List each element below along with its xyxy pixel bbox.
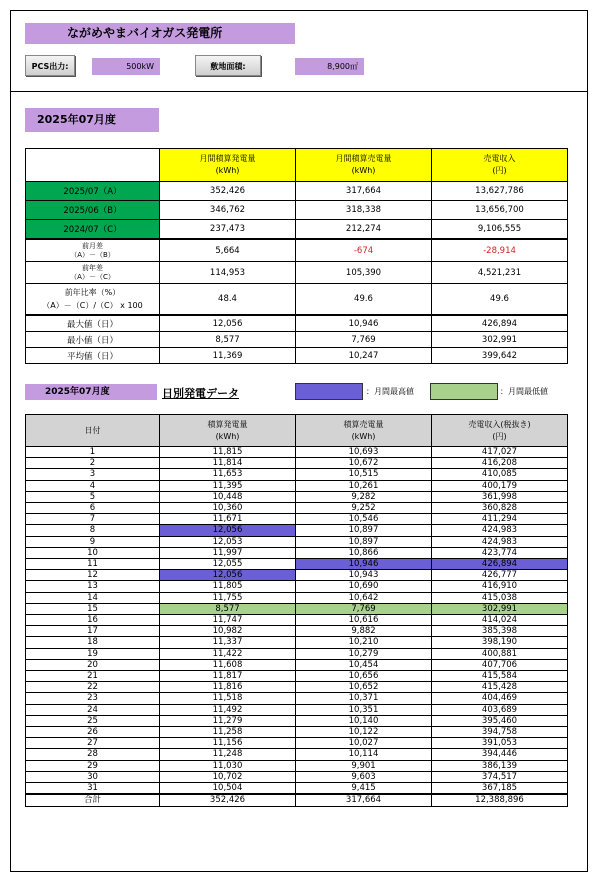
revenue-cell: 407,706 xyxy=(432,659,568,670)
daily-row xyxy=(26,771,568,782)
daily-row xyxy=(26,514,568,525)
revenue-cell: 385,398 xyxy=(432,626,568,637)
sold-cell: 10,642 xyxy=(296,592,432,603)
diff-label-line1: 前月差 xyxy=(82,241,103,250)
gen-cell: 11,755 xyxy=(160,592,296,603)
daily-row xyxy=(26,469,568,480)
summary-value: 12,056 xyxy=(160,315,296,332)
gen-cell: 10,448 xyxy=(160,491,296,502)
summary-header-0-line1: 月間積算発電量 xyxy=(199,154,256,163)
diff-label-line1: 前年差 xyxy=(82,263,103,272)
sold-cell: 10,652 xyxy=(296,682,432,693)
daily-header-2-line1: 積算売電量 xyxy=(343,419,384,429)
total-sold: 317,664 xyxy=(296,794,432,806)
summary-value: 49.6 xyxy=(296,284,432,316)
total-revenue: 12,388,896 xyxy=(432,794,568,806)
day-cell: 20 xyxy=(26,659,160,670)
summary-value: -674 xyxy=(296,239,432,262)
period-label: 2025/06（B） xyxy=(26,201,160,220)
daily-row xyxy=(26,704,568,715)
site-area-button[interactable]: 敷地面積: xyxy=(195,55,261,76)
plant-title: ながめやまバイオガス発電所 xyxy=(25,23,295,44)
daily-month-label: 2025年07月度 xyxy=(25,384,157,400)
daily-row xyxy=(26,615,568,626)
daily-total-row xyxy=(26,794,568,806)
summary-value: 317,664 xyxy=(296,182,432,201)
daily-row xyxy=(26,592,568,603)
sold-cell: 10,672 xyxy=(296,458,432,469)
sold-cell: 10,693 xyxy=(296,447,432,458)
sold-cell: 10,515 xyxy=(296,469,432,480)
daily-row xyxy=(26,547,568,558)
revenue-cell: 374,517 xyxy=(432,771,568,782)
sold-cell: 10,656 xyxy=(296,671,432,682)
legend-high-label: ：月間最高値 xyxy=(366,387,414,396)
day-cell: 12 xyxy=(26,570,160,581)
sold-cell: 10,140 xyxy=(296,715,432,726)
gen-cell: 11,395 xyxy=(160,480,296,491)
revenue-cell: 426,777 xyxy=(432,570,568,581)
summary-value: 346,762 xyxy=(160,201,296,220)
summary-period-row xyxy=(26,220,568,240)
summary-stat-row xyxy=(26,348,568,364)
summary-header-0 xyxy=(160,149,296,182)
gen-cell: 11,747 xyxy=(160,615,296,626)
sold-cell: 10,616 xyxy=(296,615,432,626)
gen-cell: 12,056 xyxy=(160,525,296,536)
summary-stat-row xyxy=(26,332,568,348)
daily-row xyxy=(26,491,568,502)
day-cell: 1 xyxy=(26,447,160,458)
revenue-cell: 423,774 xyxy=(432,547,568,558)
day-cell: 7 xyxy=(26,514,160,525)
summary-value: 10,946 xyxy=(296,315,432,332)
gen-cell: 11,248 xyxy=(160,749,296,760)
daily-row xyxy=(26,693,568,704)
daily-row xyxy=(26,738,568,749)
stat-label: 平均値（日） xyxy=(26,348,160,364)
gen-cell: 10,982 xyxy=(160,626,296,637)
ratio-label xyxy=(26,284,160,316)
gen-cell: 11,422 xyxy=(160,648,296,659)
day-cell: 25 xyxy=(26,715,160,726)
sold-cell: 10,210 xyxy=(296,637,432,648)
day-cell: 13 xyxy=(26,581,160,592)
day-cell: 16 xyxy=(26,615,160,626)
sold-cell: 10,114 xyxy=(296,749,432,760)
summary-diff-row xyxy=(26,262,568,284)
revenue-cell: 394,758 xyxy=(432,727,568,738)
revenue-cell: 415,428 xyxy=(432,682,568,693)
revenue-cell: 411,294 xyxy=(432,514,568,525)
day-cell: 17 xyxy=(26,626,160,637)
revenue-cell: 398,190 xyxy=(432,637,568,648)
pcs-output-button[interactable]: PCS出力: xyxy=(25,55,75,76)
gen-cell: 11,805 xyxy=(160,581,296,592)
daily-header-3 xyxy=(432,415,568,447)
period-label: 2025/07（A） xyxy=(26,182,160,201)
summary-value: 11,369 xyxy=(160,348,296,364)
gen-cell: 11,030 xyxy=(160,760,296,771)
daily-row xyxy=(26,536,568,547)
sold-cell: 10,027 xyxy=(296,738,432,749)
sold-cell: 10,943 xyxy=(296,570,432,581)
sold-cell: 10,946 xyxy=(296,559,432,570)
day-cell: 27 xyxy=(26,738,160,749)
day-cell: 24 xyxy=(26,704,160,715)
day-cell: 30 xyxy=(26,771,160,782)
day-cell: 8 xyxy=(26,525,160,536)
daily-data-title: 日別発電データ xyxy=(162,387,239,400)
summary-header-row xyxy=(26,149,568,182)
gen-cell: 10,702 xyxy=(160,771,296,782)
summary-value: 5,664 xyxy=(160,239,296,262)
stat-label: 最大値（日） xyxy=(26,315,160,332)
gen-cell: 10,504 xyxy=(160,783,296,795)
daily-row xyxy=(26,682,568,693)
summary-value: 9,106,555 xyxy=(432,220,568,240)
daily-row xyxy=(26,480,568,491)
summary-value: 48.4 xyxy=(160,284,296,316)
total-label: 合計 xyxy=(26,794,160,806)
summary-value: 212,274 xyxy=(296,220,432,240)
day-cell: 18 xyxy=(26,637,160,648)
sold-cell: 9,415 xyxy=(296,783,432,795)
summary-header-2-line2: (円) xyxy=(492,166,507,175)
daily-header-1-line2: (kWh) xyxy=(215,431,240,441)
summary-header-1-line1: 月間積算売電量 xyxy=(335,154,392,163)
legend-high-swatch xyxy=(295,383,363,400)
gen-cell: 11,814 xyxy=(160,458,296,469)
revenue-cell: 416,208 xyxy=(432,458,568,469)
sold-cell: 10,454 xyxy=(296,659,432,670)
gen-cell: 11,518 xyxy=(160,693,296,704)
revenue-cell: 394,446 xyxy=(432,749,568,760)
revenue-cell: 415,584 xyxy=(432,671,568,682)
daily-header-2 xyxy=(296,415,432,447)
summary-value: 49.6 xyxy=(432,284,568,316)
daily-header-3-line1: 売電収入(税抜き) xyxy=(468,419,531,429)
diff-label xyxy=(26,239,160,262)
daily-row xyxy=(26,715,568,726)
day-cell: 26 xyxy=(26,727,160,738)
summary-value: 4,521,231 xyxy=(432,262,568,284)
daily-row xyxy=(26,671,568,682)
revenue-cell: 400,881 xyxy=(432,648,568,659)
daily-row xyxy=(26,760,568,771)
pcs-output-value: 500kW xyxy=(92,58,160,75)
sold-cell: 9,901 xyxy=(296,760,432,771)
gen-cell: 10,360 xyxy=(160,503,296,514)
ratio-label-line1: 前年比率（%） xyxy=(64,288,121,297)
day-cell: 29 xyxy=(26,760,160,771)
diff-label-line2: （A）－（C） xyxy=(70,272,115,281)
sold-cell: 10,279 xyxy=(296,648,432,659)
sold-cell: 7,769 xyxy=(296,603,432,614)
gen-cell: 12,056 xyxy=(160,570,296,581)
summary-header-0-line2: (kWh) xyxy=(215,166,240,175)
day-cell: 3 xyxy=(26,469,160,480)
day-cell: 2 xyxy=(26,458,160,469)
legend-low-swatch xyxy=(430,383,498,400)
daily-row xyxy=(26,525,568,536)
stat-label: 最小値（日） xyxy=(26,332,160,348)
summary-value: 114,953 xyxy=(160,262,296,284)
diff-label-line2: （A）－（B） xyxy=(70,250,115,259)
summary-value: 318,338 xyxy=(296,201,432,220)
sold-cell: 10,261 xyxy=(296,480,432,491)
sold-cell: 9,282 xyxy=(296,491,432,502)
daily-row xyxy=(26,626,568,637)
sold-cell: 10,351 xyxy=(296,704,432,715)
revenue-cell: 414,024 xyxy=(432,615,568,626)
total-gen: 352,426 xyxy=(160,794,296,806)
daily-row xyxy=(26,503,568,514)
summary-header-1-line2: (kWh) xyxy=(351,166,376,175)
summary-value: 8,577 xyxy=(160,332,296,348)
sold-cell: 9,882 xyxy=(296,626,432,637)
diff-label xyxy=(26,262,160,284)
summary-stat-row xyxy=(26,315,568,332)
summary-corner-cell xyxy=(26,149,160,182)
sold-cell: 10,897 xyxy=(296,536,432,547)
sold-cell: 10,897 xyxy=(296,525,432,536)
revenue-cell: 367,185 xyxy=(432,783,568,795)
summary-value: 7,769 xyxy=(296,332,432,348)
revenue-cell: 361,998 xyxy=(432,491,568,502)
summary-value: 399,642 xyxy=(432,348,568,364)
gen-cell: 11,492 xyxy=(160,704,296,715)
day-cell: 10 xyxy=(26,547,160,558)
sold-cell: 10,122 xyxy=(296,727,432,738)
summary-period-row xyxy=(26,201,568,220)
daily-row xyxy=(26,559,568,570)
gen-cell: 11,608 xyxy=(160,659,296,670)
gen-cell: 11,671 xyxy=(160,514,296,525)
gen-cell: 11,653 xyxy=(160,469,296,480)
daily-row xyxy=(26,727,568,738)
period-label: 2024/07（C） xyxy=(26,220,160,240)
summary-header-1 xyxy=(296,149,432,182)
daily-header-2-line2: (kWh) xyxy=(351,431,376,441)
day-cell: 23 xyxy=(26,693,160,704)
revenue-cell: 391,053 xyxy=(432,738,568,749)
daily-row xyxy=(26,458,568,469)
daily-header-3-line2: (円) xyxy=(492,431,507,441)
revenue-cell: 302,991 xyxy=(432,603,568,614)
revenue-cell: 426,894 xyxy=(432,559,568,570)
day-cell: 5 xyxy=(26,491,160,502)
summary-value: 426,894 xyxy=(432,315,568,332)
day-cell: 19 xyxy=(26,648,160,659)
daily-row xyxy=(26,749,568,760)
summary-ratio-row xyxy=(26,284,568,316)
summary-value: 302,991 xyxy=(432,332,568,348)
gen-cell: 8,577 xyxy=(160,603,296,614)
gen-cell: 11,279 xyxy=(160,715,296,726)
daily-header-row xyxy=(26,415,568,447)
revenue-cell: 386,139 xyxy=(432,760,568,771)
daily-row xyxy=(26,637,568,648)
summary-value: 13,627,786 xyxy=(432,182,568,201)
sold-cell: 9,603 xyxy=(296,771,432,782)
gen-cell: 12,055 xyxy=(160,559,296,570)
revenue-cell: 400,179 xyxy=(432,480,568,491)
revenue-cell: 424,983 xyxy=(432,525,568,536)
revenue-cell: 395,460 xyxy=(432,715,568,726)
day-cell: 4 xyxy=(26,480,160,491)
revenue-cell: 360,828 xyxy=(432,503,568,514)
day-cell: 6 xyxy=(26,503,160,514)
day-cell: 21 xyxy=(26,671,160,682)
gen-cell: 11,337 xyxy=(160,637,296,648)
summary-value: 105,390 xyxy=(296,262,432,284)
sold-cell: 10,866 xyxy=(296,547,432,558)
daily-row xyxy=(26,659,568,670)
summary-value: -28,914 xyxy=(432,239,568,262)
day-cell: 11 xyxy=(26,559,160,570)
gen-cell: 11,997 xyxy=(160,547,296,558)
site-area-value: 8,900㎡ xyxy=(295,58,364,75)
day-cell: 9 xyxy=(26,536,160,547)
gen-cell: 11,817 xyxy=(160,671,296,682)
summary-table xyxy=(25,148,568,364)
revenue-cell: 403,689 xyxy=(432,704,568,715)
summary-header-2 xyxy=(432,149,568,182)
daily-table xyxy=(25,414,568,807)
sold-cell: 9,252 xyxy=(296,503,432,514)
day-cell: 28 xyxy=(26,749,160,760)
sold-cell: 10,690 xyxy=(296,581,432,592)
summary-period-row xyxy=(26,182,568,201)
summary-value: 10,247 xyxy=(296,348,432,364)
revenue-cell: 415,038 xyxy=(432,592,568,603)
summary-value: 13,656,700 xyxy=(432,201,568,220)
revenue-cell: 410,085 xyxy=(432,469,568,480)
summary-diff-row xyxy=(26,239,568,262)
day-cell: 15 xyxy=(26,603,160,614)
day-cell: 22 xyxy=(26,682,160,693)
daily-row xyxy=(26,447,568,458)
header-divider xyxy=(10,91,588,92)
gen-cell: 11,816 xyxy=(160,682,296,693)
summary-value: 352,426 xyxy=(160,182,296,201)
daily-header-1 xyxy=(160,415,296,447)
daily-header-0: 日付 xyxy=(26,415,160,447)
gen-cell: 11,815 xyxy=(160,447,296,458)
legend-low-label: ：月間最低値 xyxy=(500,387,548,396)
summary-month-label: 2025年07月度 xyxy=(25,108,159,132)
revenue-cell: 416,910 xyxy=(432,581,568,592)
daily-row xyxy=(26,783,568,795)
daily-row xyxy=(26,603,568,614)
gen-cell: 11,156 xyxy=(160,738,296,749)
gen-cell: 11,258 xyxy=(160,727,296,738)
gen-cell: 12,053 xyxy=(160,536,296,547)
daily-row xyxy=(26,570,568,581)
daily-header-1-line1: 積算発電量 xyxy=(207,419,248,429)
revenue-cell: 417,027 xyxy=(432,447,568,458)
daily-row xyxy=(26,648,568,659)
revenue-cell: 404,469 xyxy=(432,693,568,704)
summary-value: 237,473 xyxy=(160,220,296,240)
summary-header-2-line1: 売電収入 xyxy=(483,154,516,163)
day-cell: 31 xyxy=(26,783,160,795)
day-cell: 14 xyxy=(26,592,160,603)
sold-cell: 10,546 xyxy=(296,514,432,525)
sold-cell: 10,371 xyxy=(296,693,432,704)
revenue-cell: 424,983 xyxy=(432,536,568,547)
ratio-label-line2: （A）－（C）/（C） x 100 xyxy=(42,301,143,310)
daily-row xyxy=(26,581,568,592)
